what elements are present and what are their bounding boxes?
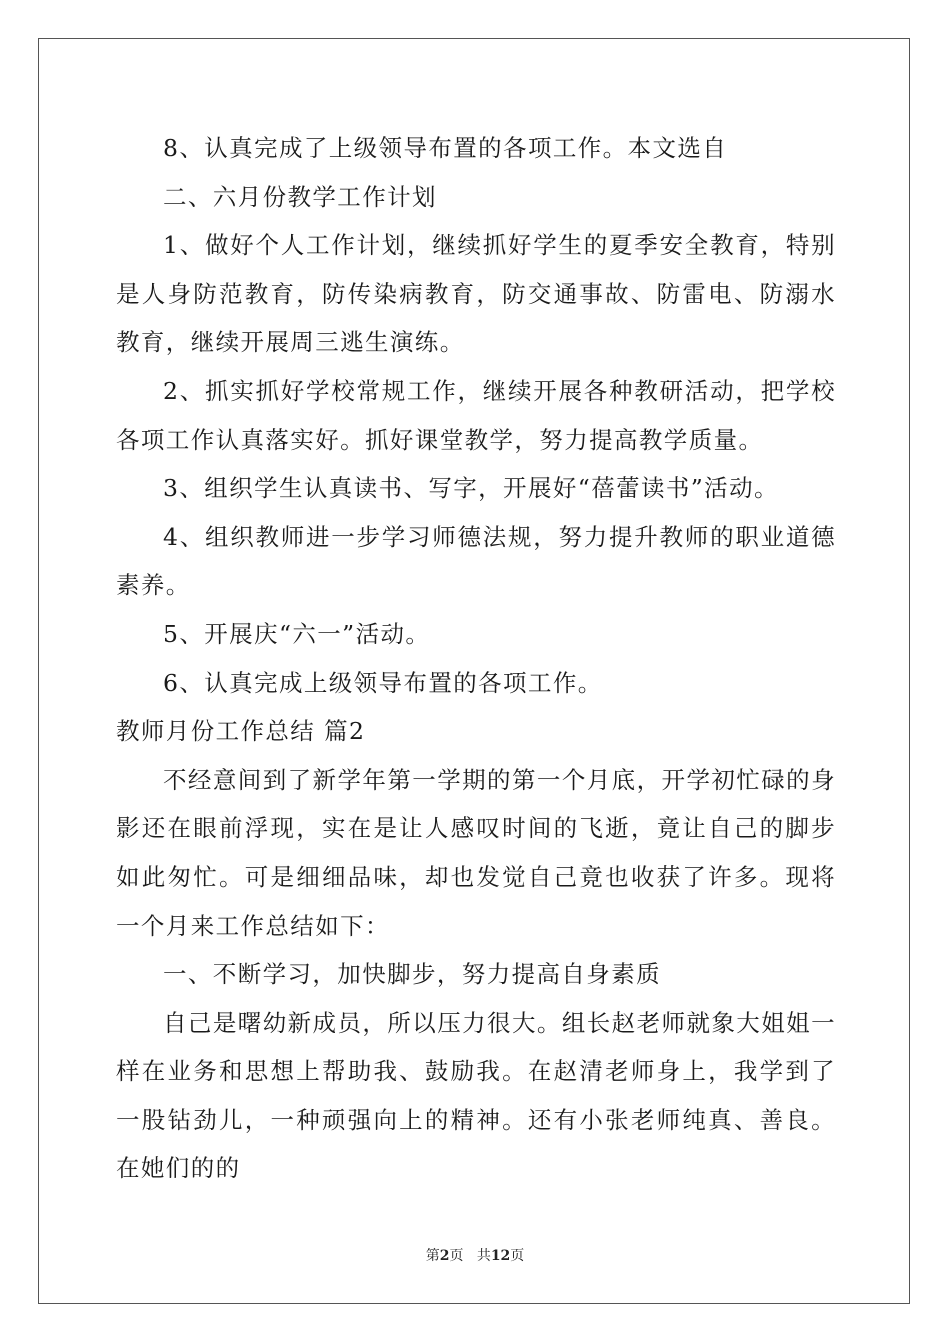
paragraph: 不经意间到了新学年第一学期的第一个月底，开学初忙碌的身影还在眼前浮现，实在是让人感叹时间的飞逝，竟让自己的脚步如此匆忙。可是细细品味，却也发觉自己竟也收获了许多。现将一个月来工作总结如下： bbox=[116, 765, 836, 940]
paragraph: 1、做好个人工作计划，继续抓好学生的夏季安全教育，特别是人身防范教育，防传染病教育，防交通事故、防雷电、防溺水教育，继续开展周三逃生演练。 bbox=[116, 231, 836, 357]
article-title: 教师月份工作总结 篇2 bbox=[116, 717, 366, 746]
section-heading: 一、不断学习，加快脚步，努力提高自身素质 bbox=[163, 960, 661, 989]
section-heading: 二、六月份教学工作计划 bbox=[163, 182, 437, 211]
document-body bbox=[116, 124, 836, 1193]
paragraph: 2、抓实抓好学校常规工作，继续开展各种教研活动，把学校各项工作认真落实好。抓好课堂教学，努力提高教学质量。 bbox=[116, 376, 836, 454]
page-current: 2 bbox=[439, 1248, 450, 1264]
paragraph: 5、开展庆“六一”活动。 bbox=[163, 619, 431, 648]
paragraph: 4、组织教师进一步学习师德法规，努力提升教师的职业道德素养。 bbox=[116, 522, 836, 600]
total-prefix: 共 bbox=[476, 1248, 491, 1264]
page-total: 12 bbox=[490, 1248, 511, 1264]
page-footer bbox=[0, 1245, 950, 1265]
paragraph: 3、组织学生认真读书、写字，开展好“蓓蕾读书”活动。 bbox=[163, 474, 779, 503]
total-suffix: 页 bbox=[510, 1248, 525, 1264]
paragraph: 8、认真完成了上级领导布置的各项工作。本文选自 bbox=[163, 134, 728, 162]
paragraph: 自己是曙幼新成员，所以压力很大。组长赵老师就象大姐姐一样在业务和思想上帮助我、鼓励我。在赵清老师身上，我学到了一股钻劲儿，一种顽强向上的精神。还有小张老师纯真、善良。在她们的的 bbox=[116, 1008, 836, 1183]
page-suffix: 页 bbox=[449, 1248, 464, 1264]
paragraph: 6、认真完成上级领导布置的各项工作。 bbox=[163, 668, 603, 697]
page-prefix: 第 bbox=[425, 1248, 440, 1264]
